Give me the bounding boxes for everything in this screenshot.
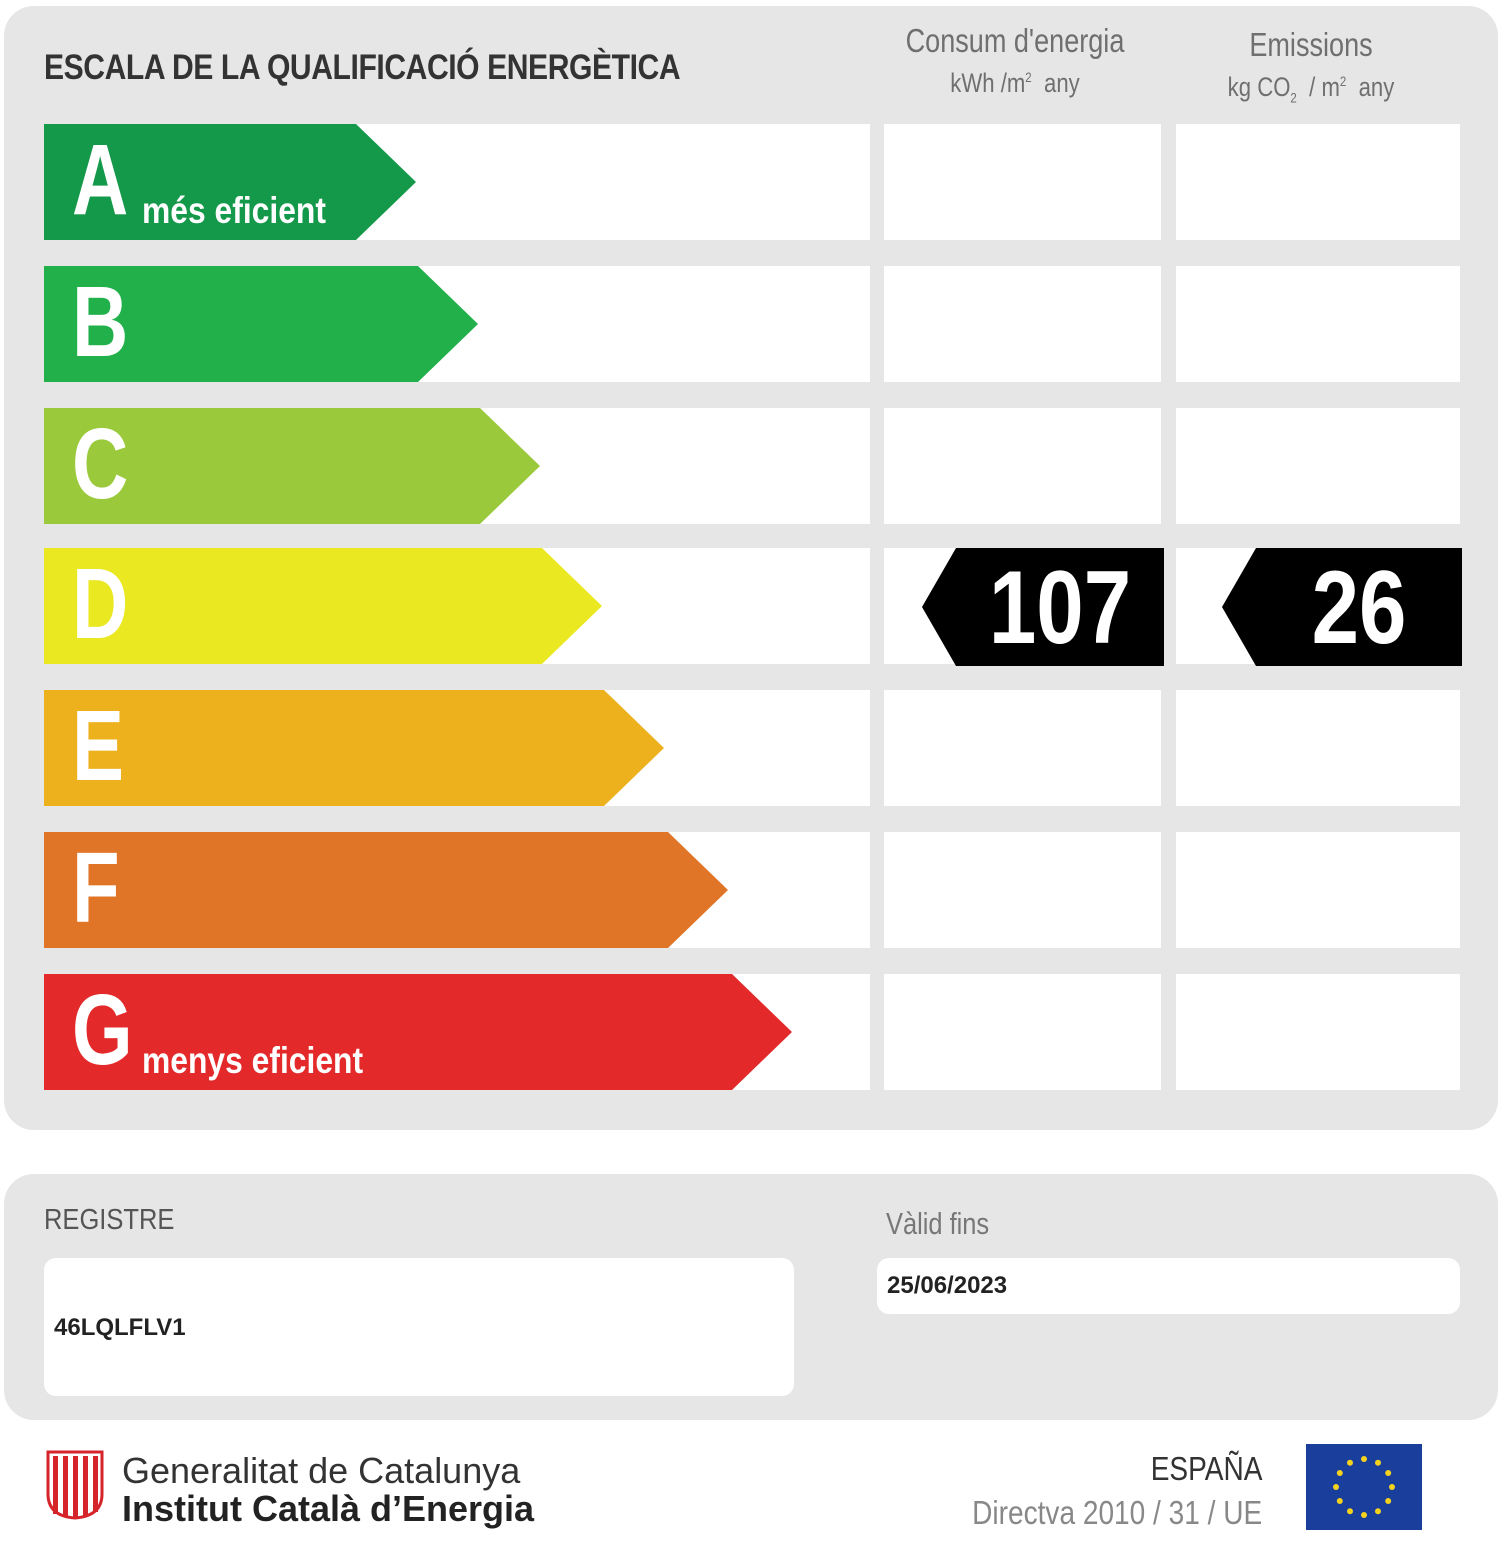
consumption-cell [884,408,1161,524]
emissions-cell [1176,832,1460,948]
emissions-cell [1176,974,1460,1090]
eu-star-icon [1337,1470,1343,1476]
consumption-cell [884,266,1161,382]
directive-label: Directva 2010 / 31 / UE [972,1494,1262,1531]
eu-star-icon [1389,1484,1395,1490]
class-letter: B [72,266,129,378]
class-note: més eficient [142,190,326,231]
generalitat-logo-icon [44,1450,106,1520]
registry-label: REGISTRE [44,1204,175,1236]
eu-star-icon [1375,1460,1381,1466]
emissions-cell [1176,124,1460,240]
emissions-cell [1176,690,1460,806]
consumption-cell [884,690,1161,806]
consumption-unit: kWh $/m^2$ any [950,68,1080,98]
class-letter: A [72,124,129,236]
eu-star-icon [1347,1460,1353,1466]
eu-flag-icon [1306,1444,1422,1530]
eu-star-icon [1385,1470,1391,1476]
registry-value: 46LQLFLV1 [54,1314,186,1341]
eu-star-icon [1361,1456,1367,1462]
consumption-title: Consum d'energia [905,22,1125,59]
government-name: Generalitat de Catalunya [122,1450,521,1491]
eu-star-icon [1333,1484,1339,1490]
emissions-unit: kg $CO_2 / m^2$ any [1227,72,1395,106]
institute-name: Institut Català d’Energia [122,1488,535,1529]
emissions-value: 26 [1311,550,1407,666]
consumption-cell [884,974,1161,1090]
emissions-cell [1176,266,1460,382]
consumption-header [880,22,1150,99]
eu-star-icon [1337,1498,1343,1504]
emissions-header [1176,26,1446,105]
emissions-title: Emissions [1249,26,1373,63]
consumption-value: 107 [988,550,1132,666]
emissions-cell [1176,408,1460,524]
eu-star-icon [1385,1498,1391,1504]
class-letter: E [72,690,125,802]
eu-star-icon [1361,1512,1367,1518]
valid-until-value: 25/06/2023 [887,1272,1008,1299]
scale-title: ESCALA DE LA QUALIFICACIÓ ENERGÈTICA [44,48,681,87]
class-letter: C [72,408,129,520]
class-letter: F [72,832,120,944]
class-arrow-f [44,832,728,948]
country-label: ESPAÑA [1150,1450,1262,1487]
consumption-cell [884,124,1161,240]
eu-star-icon [1347,1508,1353,1514]
class-note: menys eficient [142,1040,364,1081]
class-letter: G [72,974,133,1086]
eu-star-icon [1375,1508,1381,1514]
valid-until-label: Vàlid fins [886,1206,990,1241]
class-arrow-e [44,690,664,806]
registry-field [44,1258,794,1396]
consumption-cell [884,832,1161,948]
valid-until-field [877,1258,1460,1314]
class-letter: D [72,548,129,660]
